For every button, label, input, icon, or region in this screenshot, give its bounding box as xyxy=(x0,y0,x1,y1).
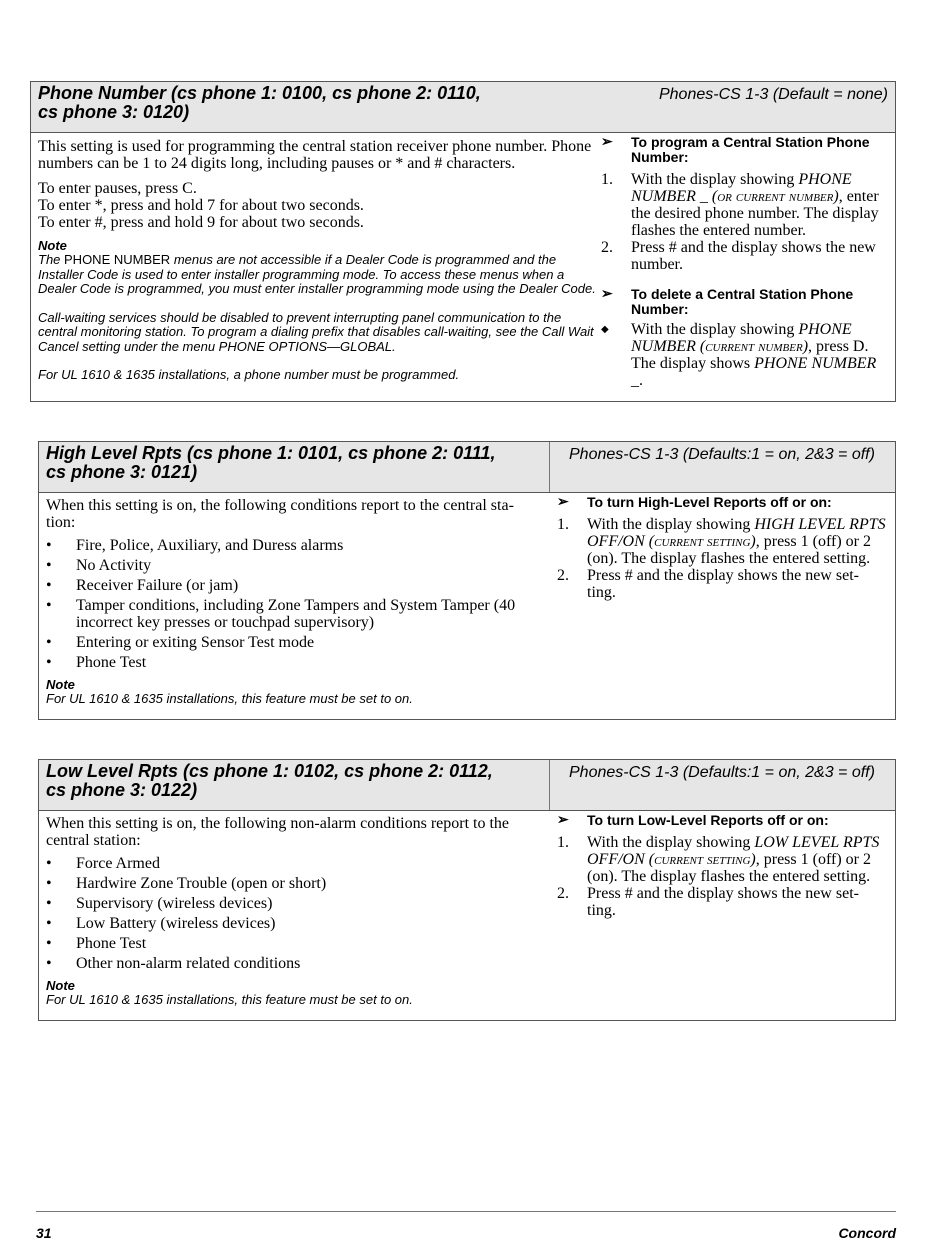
step-number: 1. xyxy=(557,834,569,851)
arrow-icon: ➢ xyxy=(601,133,613,149)
condition-list xyxy=(46,537,538,671)
bullet-icon: • xyxy=(46,654,52,671)
bullet-icon: • xyxy=(46,557,52,574)
menu-name: PHONE NUMBER xyxy=(64,252,171,267)
star-instruction: To enter *, press and hold 7 for about two seconds. xyxy=(38,197,364,214)
bullet-icon: • xyxy=(46,634,52,651)
list-item xyxy=(46,855,538,872)
step-text: Press # and the display shows the new set- ting. xyxy=(587,885,859,919)
column-divider xyxy=(549,760,550,810)
bullet-icon: • xyxy=(46,597,52,614)
description-paragraph: When this setting is on, the following non-alarm conditions report to the central station: xyxy=(46,815,510,849)
step-text: Press # and the display shows the new set- ting. xyxy=(587,567,859,601)
list-item-text: Tamper conditions, including Zone Tampers and System Tamper (40 incorrect key presses or touchpad supervisory) xyxy=(76,597,516,631)
hash-instruction: To enter #, press and hold 9 for about two seconds. xyxy=(38,214,364,231)
step-number: 1. xyxy=(601,171,613,188)
list-item xyxy=(46,634,538,651)
column-divider xyxy=(549,442,550,492)
list-item xyxy=(46,557,538,574)
procedure-column xyxy=(557,495,887,601)
page-number: 31 xyxy=(36,1225,52,1241)
list-item xyxy=(46,654,538,671)
step-text: , press 1 (off) or 2 (on). The display flashes the entered setting. xyxy=(587,851,871,885)
title-line: cs phone 3: 0122) xyxy=(46,780,198,800)
step-number: 2. xyxy=(557,567,569,584)
section-header xyxy=(39,760,895,811)
section-title xyxy=(38,84,481,122)
step-number: 2. xyxy=(557,885,569,902)
procedure-heading-text: To program a Central Station Phone Number: xyxy=(631,134,870,165)
list-item-text: Supervisory (wireless devices) xyxy=(76,895,273,912)
title-line: Phone Number (cs phone 1: 0100, cs phone 2: 0110, xyxy=(38,83,481,103)
high-level-reports-section xyxy=(38,441,896,720)
procedure-heading-text: To delete a Central Station Phone Number: xyxy=(631,286,854,317)
list-item-text: Low Battery (wireless devices) xyxy=(76,915,276,932)
arrow-icon: ➢ xyxy=(601,285,613,301)
section-title xyxy=(46,762,493,800)
procedure-column xyxy=(557,813,887,919)
step-number: 2. xyxy=(601,239,613,256)
description-column xyxy=(46,497,538,707)
low-level-reports-section xyxy=(38,759,896,1021)
list-item xyxy=(46,915,538,932)
procedure-step xyxy=(557,834,887,885)
display-text: PHONE NUMBER _ (or current number) xyxy=(631,171,852,205)
step-text: Press # and the display shows the new number. xyxy=(631,239,876,273)
display-text: PHONE NUMBER (current number) xyxy=(631,321,852,355)
step-number: 1. xyxy=(557,516,569,533)
list-item-text: Hardwire Zone Trouble (open or short) xyxy=(76,875,327,892)
step-text: , press D. The display shows xyxy=(631,338,869,372)
procedure-step xyxy=(601,171,889,239)
phone-number-section xyxy=(30,81,896,402)
list-item xyxy=(46,955,538,972)
note-text: For UL 1610 & 1635 installations, a phone number must be programmed. xyxy=(38,367,460,382)
bullet-icon: • xyxy=(46,955,52,972)
pause-instruction: To enter pauses, press C. xyxy=(38,180,197,197)
arrow-icon: ➢ xyxy=(557,811,569,827)
procedure-heading xyxy=(557,495,887,510)
step-text: With the display showing xyxy=(587,834,755,851)
step-text: With the display showing xyxy=(631,171,799,188)
procedure-step xyxy=(557,516,887,567)
step-text: . xyxy=(639,372,643,389)
description-column xyxy=(46,815,538,1008)
bullet-icon: • xyxy=(46,577,52,594)
title-line: cs phone 3: 0120) xyxy=(38,102,190,122)
note-text xyxy=(38,253,598,297)
section-header xyxy=(31,82,895,133)
section-defaults: Phones-CS 1-3 (Default = none) xyxy=(658,86,888,103)
display-text: HIGH LEVEL RPTS OFF/ON (current setting) xyxy=(587,516,886,550)
step-text: With the display showing xyxy=(631,321,799,338)
note-text-part: The xyxy=(38,252,65,267)
list-item-text: Receiver Failure (or jam) xyxy=(76,577,239,594)
note-text: For UL 1610 & 1635 installations, this feature must be set to on. xyxy=(46,691,413,706)
description-column xyxy=(38,138,598,383)
list-item-text: Phone Test xyxy=(76,654,147,671)
note-text-part: menus are not accessible if a Dealer Code is programmed and the Installer Code is used to enter installer programming mode. To access these menus when a Dealer Code is programmed, you must enter installer programming mode using the Dealer Code. xyxy=(38,252,596,296)
procedure-heading-text: To turn Low-Level Reports off or on: xyxy=(587,812,829,828)
step-text: , press 1 (off) or 2 (on). The display flashes the entered setting. xyxy=(587,533,871,567)
procedure-heading xyxy=(557,813,887,828)
list-item-text: No Activity xyxy=(76,557,152,574)
section-defaults: Phones-CS 1-3 (Defaults:1 = on, 2&3 = off) xyxy=(569,764,875,781)
procedure-step xyxy=(557,885,887,919)
bullet-icon: • xyxy=(46,935,52,952)
list-item xyxy=(46,537,538,554)
list-item xyxy=(46,875,538,892)
list-item xyxy=(46,597,538,631)
note-heading: Note xyxy=(46,978,75,993)
procedure-step xyxy=(557,567,887,601)
procedure-step xyxy=(601,239,889,273)
list-item xyxy=(46,935,538,952)
list-item xyxy=(46,577,538,594)
condition-list xyxy=(46,855,538,972)
note-heading: Note xyxy=(38,238,67,253)
description-paragraph: When this setting is on, the following conditions report to the central sta- tion: xyxy=(46,497,514,531)
step-text: , enter the desired phone number. The display flashes the entered number. xyxy=(631,188,879,239)
section-defaults: Phones-CS 1-3 (Defaults:1 = on, 2&3 = off) xyxy=(569,446,875,463)
bullet-icon: • xyxy=(46,915,52,932)
display-text: PHONE NUMBER _ xyxy=(631,355,877,389)
note-text: Call-waiting services should be disabled to prevent interrupting panel communication to the central monitoring station. To program a dialing prefix that disables call-waiting, see the Call Wait Cancel setting under the menu PHONE OPTIONS—GLOBAL. xyxy=(38,309,594,354)
note-text: For UL 1610 & 1635 installations, this feature must be set to on. xyxy=(46,992,413,1007)
list-item-text: Phone Test xyxy=(76,935,147,952)
procedure-heading xyxy=(601,287,889,317)
list-item-text: Entering or exiting Sensor Test mode xyxy=(76,634,315,651)
list-item xyxy=(46,895,538,912)
title-line: High Level Rpts (cs phone 1: 0101, cs phone 2: 0111, xyxy=(46,443,496,463)
bullet-icon: • xyxy=(46,875,52,892)
arrow-icon: ➢ xyxy=(557,493,569,509)
display-text: LOW LEVEL RPTS OFF/ON (current setting) xyxy=(587,834,880,868)
procedure-step xyxy=(601,321,889,389)
section-title xyxy=(46,444,495,482)
bullet-icon: • xyxy=(46,895,52,912)
procedure-heading xyxy=(601,135,889,165)
diamond-bullet-icon: ◆ xyxy=(601,324,609,335)
note-heading: Note xyxy=(46,677,75,692)
list-item-text: Fire, Police, Auxiliary, and Duress alarms xyxy=(76,537,344,554)
procedure-column xyxy=(601,135,889,389)
title-line: Low Level Rpts (cs phone 1: 0102, cs phone 2: 0112, xyxy=(46,761,493,781)
footer-rule xyxy=(36,1211,896,1212)
product-name: Concord xyxy=(838,1225,896,1241)
bullet-icon: • xyxy=(46,855,52,872)
title-line: cs phone 3: 0121) xyxy=(46,462,198,482)
procedure-heading-text: To turn High-Level Reports off or on: xyxy=(587,494,832,510)
list-item-text: Force Armed xyxy=(76,855,160,872)
list-item-text: Other non-alarm related conditions xyxy=(76,955,301,972)
section-header xyxy=(39,442,895,493)
bullet-icon: • xyxy=(46,537,52,554)
step-text: With the display showing xyxy=(587,516,755,533)
description-paragraph: This setting is used for programming the central station receiver phone number. Phone numbers can be 1 to 24 digits long, including pauses or * and # characters. xyxy=(38,138,592,172)
